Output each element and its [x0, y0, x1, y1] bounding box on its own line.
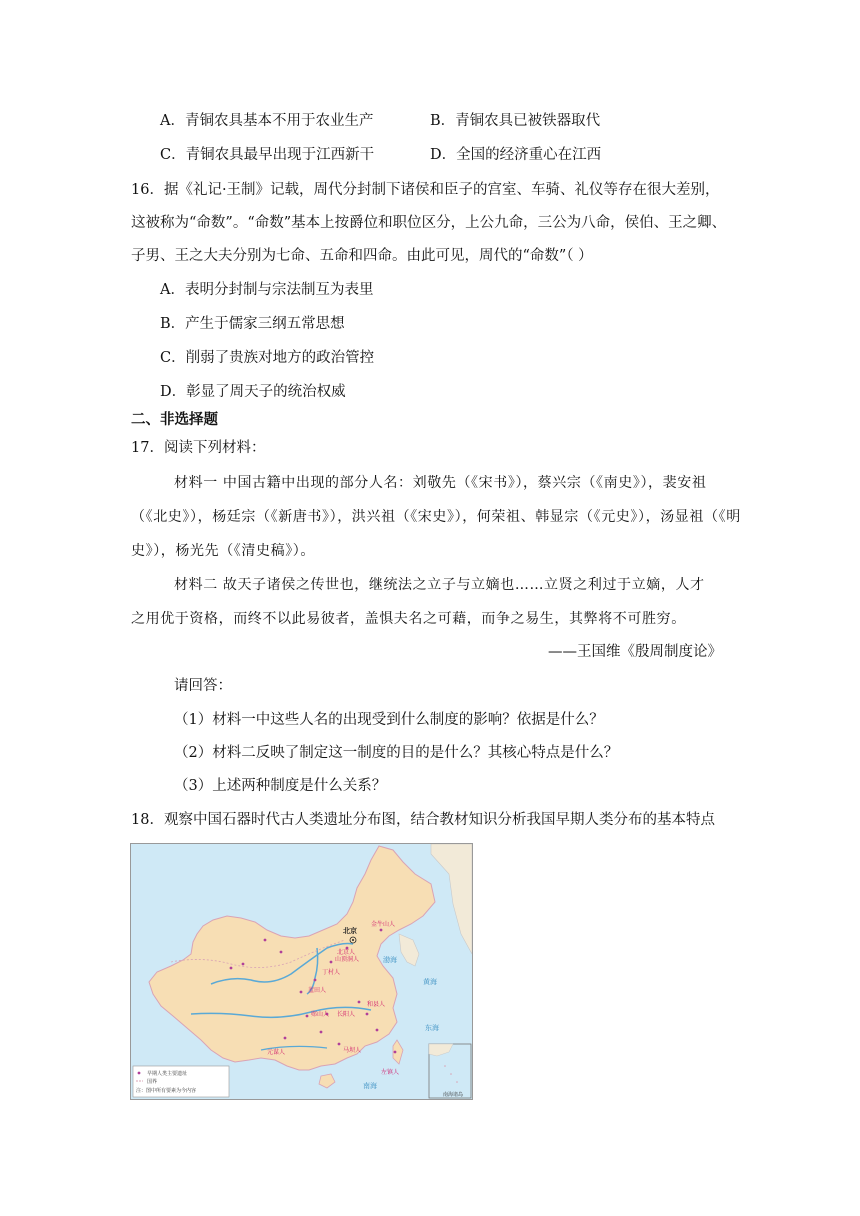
site-dot — [376, 1029, 379, 1032]
capital-dot — [352, 939, 354, 941]
q16-option-d: D．彰显了周天子的统治权威 — [160, 384, 346, 400]
site-dot — [284, 1037, 287, 1040]
site-dot — [242, 963, 245, 966]
q17-material2-line1: 材料二 故天子诸侯之传世也，继统法之立子与立嫡也……立贤之利过于立嫡，人才 — [174, 577, 705, 593]
site-label-dingcun: 丁村人 — [322, 969, 341, 976]
sea-label-nanhai: 南海 — [363, 1082, 377, 1090]
site-label-zuozhen: 左镇人 — [381, 1069, 400, 1076]
q16-option-a: A．表明分封制与宗法制互为表里 — [160, 282, 374, 298]
legend-site-text: 早期人类主要遗址 — [147, 1071, 188, 1077]
legend-note: 注：图中所有要素为今内容 — [136, 1088, 197, 1094]
q16-option-c: C．削弱了贵族对地方的政治管控 — [160, 350, 375, 366]
legend-border-text: 国界 — [147, 1079, 158, 1085]
site-dot — [358, 1001, 361, 1004]
sea-label-donghai: 东海 — [425, 1024, 439, 1032]
site-dot — [230, 967, 233, 970]
site-dot — [330, 961, 333, 964]
site-dot — [306, 1015, 309, 1018]
capital-label: 北京 — [343, 927, 357, 935]
sea-label-huanghai: 黄海 — [423, 978, 437, 986]
south-china-sea-inset — [429, 1044, 471, 1098]
q17-sub2: （2）材料二反映了制定这一制度的目的是什么？其核心特点是什么？ — [174, 745, 619, 761]
site-label-beijing-man: 北京人 — [337, 949, 356, 956]
site-label-lantian: 蓝田人 — [308, 987, 327, 994]
site-dot — [280, 951, 283, 954]
china-prehistoric-sites-map — [130, 843, 473, 1100]
q17-material1-line3: 史》），杨光先（《清史稿》）。 — [131, 543, 315, 559]
q16-option-b: B．产生于儒家三纲五常思想 — [160, 316, 345, 332]
q15-option-a: A．青铜农具基本不用于农业生产 — [160, 113, 374, 129]
site-label-jinniushan: 金牛山人 — [371, 921, 396, 928]
q18-stem: 18．观察中国石器时代古人类遗址分布图，结合教材知识分析我国早期人类分布的基本特点 — [131, 812, 715, 828]
site-label-maba: 马坝人 — [343, 1047, 362, 1054]
q16-stem-line3: 子男、王之大夫分别为七命、五命和四命。由此可见，周代的“命数”（ ） — [131, 248, 593, 264]
q16-stem-line2: 这被称为“命数”。“命数”基本上按爵位和职位区分，上公九命，三公为八命，侯伯、王之卿、 — [131, 215, 727, 231]
site-dot — [300, 991, 303, 994]
site-dot — [394, 1051, 397, 1054]
site-dot — [264, 939, 267, 942]
sea-label-bohai: 渤海 — [383, 956, 397, 964]
legend-site-symbol — [138, 1072, 141, 1075]
site-dot — [338, 1043, 341, 1046]
site-label-shandingdong: 山顶洞人 — [335, 956, 360, 963]
q15-option-b: B．青铜农具已被铁器取代 — [430, 113, 601, 129]
q17-please-answer: 请回答： — [174, 678, 232, 694]
site-label-changyang: 长阳人 — [337, 1011, 356, 1018]
site-dot — [320, 1031, 323, 1034]
section-title: 二、非选择题 — [131, 411, 218, 428]
site-label-yuanmou: 元谋人 — [267, 1049, 286, 1056]
site-label-hexian: 和县人 — [367, 1001, 386, 1008]
q17-stem: 17．阅读下列材料： — [131, 440, 266, 456]
q17-material1-line1: 材料一 中国古籍中出现的部分人名：刘敬先（《宋书》），蔡兴宗（《南史》），裴安祖 — [174, 475, 707, 491]
site-dot — [314, 979, 317, 982]
site-label-yunshan: 郧山人 — [311, 1011, 330, 1018]
q17-material2-line2: 之用优于资格，而终不以此易彼者，盖惧夫名之可藉，而争之易生，其弊将不可胜穷。 — [131, 611, 686, 627]
inset-label: 南海诸岛 — [443, 1092, 464, 1098]
q16-stem-line1: 16．据《礼记·王制》记载，周代分封制下诸侯和臣子的宫室、车骑、礼仪等存在很大差别， — [131, 182, 720, 198]
q17-sub1: （1）材料一中这些人名的出现受到什么制度的影响？依据是什么？ — [174, 712, 604, 728]
site-dot — [380, 929, 383, 932]
q17-sub3: （3）上述两种制度是什么关系？ — [174, 778, 387, 794]
q17-material1-line2: （《北史》），杨廷宗（《新唐书》），洪兴祖（《宋史》），何荣祖、韩显宗（《元史》），汤显祖（《明 — [131, 509, 741, 525]
q15-option-c: C．青铜农具最早出现于江西新干 — [160, 147, 375, 163]
site-dot — [366, 1013, 369, 1016]
q15-option-d: D．全国的经济重心在江西 — [430, 147, 602, 163]
q17-source: ——王国维《殷周制度论》 — [548, 644, 722, 660]
map-legend — [133, 1066, 229, 1097]
